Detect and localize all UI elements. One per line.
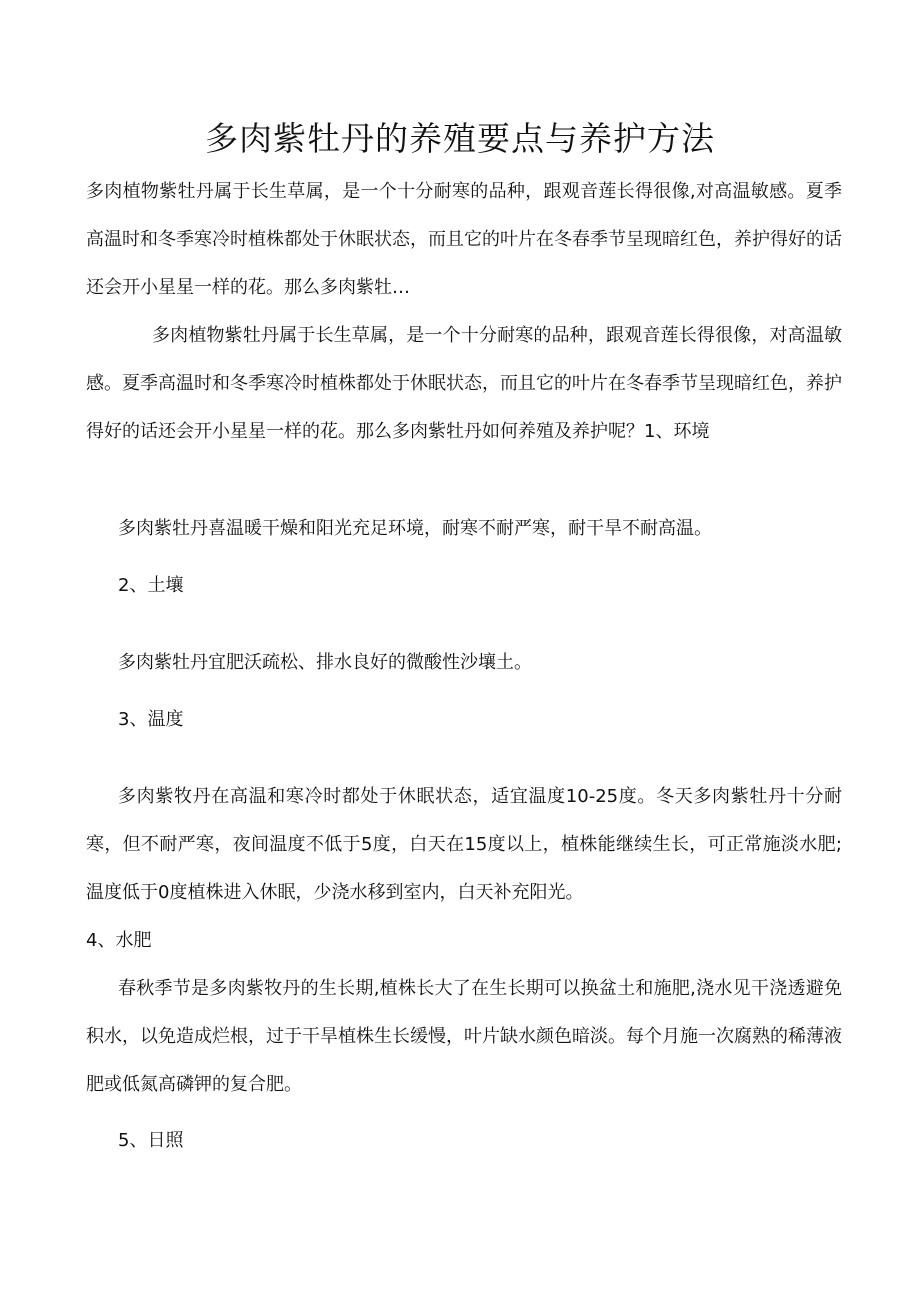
temperature-paragraph: 多肉紫牧丹在高温和寒冷时都处于休眠状态，适宜温度10-25度。冬天多肉紫牡丹十分耐寒，但不耐严寒，夜间温度不低于5度，白天在15度以上，植株能继续生长，可正常施淡水肥;温度低于0度植株进入休眠，少浇水移到室内，白天补充阳光。 — [86, 786, 842, 903]
summary-paragraph: 多肉植物紫牡丹属于长生草属，是一个十分耐寒的品种，跟观音莲长得很像,对高温敏感。夏季高温时和冬季寒冷时植株都处于休眠状态，而且它的叶片在冬春季节呈现暗红色，养护得好的话还会开小星星一样的花。那么多肉紫牡… — [86, 181, 842, 298]
environment-paragraph: 多肉紫牡丹喜温暖干燥和阳光充足环境，耐寒不耐严寒，耐干旱不耐高温。 — [118, 518, 712, 539]
fertilizer-paragraph: 春秋季节是多肉紫牧丹的生长期,植株长大了在生长期可以换盆土和施肥,浇水见干浇透避免积水，以免造成烂根，过于干旱植株生长缓慢，叶片缺水颜色暗淡。每个月施一次腐熟的稀薄液肥或低氮高磷钾的复合肥。 — [86, 978, 842, 1095]
temperature-heading: 3、温度 — [118, 709, 184, 730]
soil-heading: 2、土壤 — [118, 575, 184, 596]
sunlight-heading: 5、日照 — [118, 1130, 184, 1151]
soil-paragraph: 多肉紫牡丹宜肥沃疏松、排水良好的微酸性沙壤土。 — [118, 652, 532, 673]
fertilizer-heading: 4、水肥 — [86, 930, 152, 951]
intro-paragraph: 多肉植物紫牡丹属于长生草属，是一个十分耐寒的品种，跟观音莲长得很像，对高温敏感。夏季高温时和冬季寒冷时植株都处于休眠状态，而且它的叶片在冬春季节呈现暗红色，养护得好的话还会开小星星一样的花。那么多肉紫牡丹如何养殖及养护呢？1、环境 — [86, 325, 842, 442]
document-title: 多肉紫牡丹的养殖要点与养护方法 — [205, 119, 715, 158]
